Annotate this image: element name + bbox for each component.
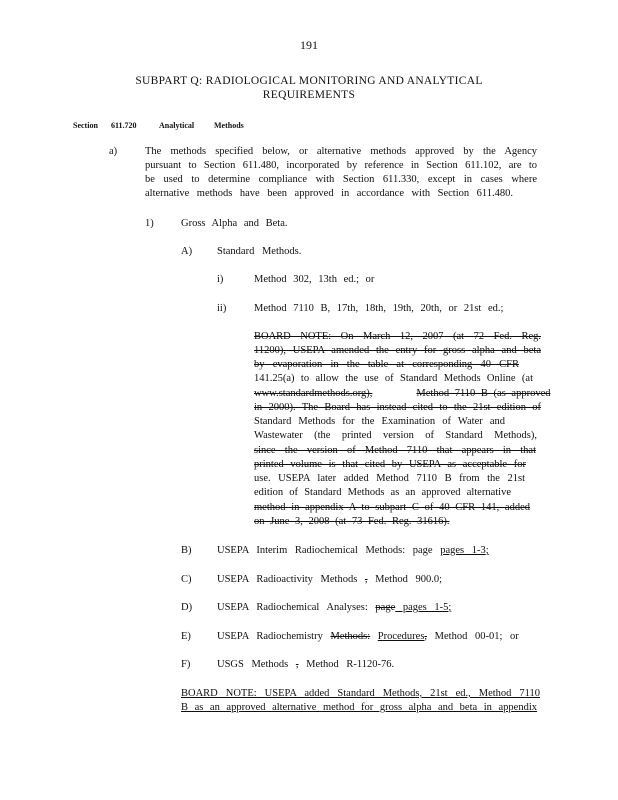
page-number: 191 (300, 38, 318, 52)
item-i-text: Method 302, 13th ed.; or (254, 274, 375, 285)
item-D-end: ; (448, 602, 452, 613)
item-i-marker: i) (217, 274, 224, 285)
board-note-1-line-8: Wastewater (the printed version of Standard Methods), (254, 430, 537, 441)
item-F-body: USGS Methods (217, 659, 296, 670)
item-C-rest: Method 900.0; (367, 574, 443, 585)
board-note-2-line-2: B as an approved alternative method for gross alpha and beta in appendix (181, 702, 537, 713)
board-note-1-line-5 (254, 387, 551, 401)
item-F-text (217, 658, 394, 672)
item-F-rest: Method R-1120-76. (298, 659, 395, 670)
board-note-1-line-3: by evaporation in the table at corresponding 40 CFR (254, 359, 519, 370)
para-a-line-3: be used to determine compliance with Section 611.330, except in cases where (145, 174, 537, 185)
board-note-label: BOARD NOTE: (254, 331, 341, 342)
para-a-line-2: pursuant to Section 611.480, incorporated by reference in Section 611.102, are to (145, 160, 537, 171)
item-A-text: Standard Methods. (217, 246, 302, 257)
item-B-inserted: pages 1-3 (440, 545, 486, 556)
item-E-body: USEPA Radiochemistry (217, 631, 331, 642)
board-note-1-line-12: edition of Standard Methods as an approved alternative (254, 487, 511, 498)
item-A-marker: A) (181, 246, 193, 257)
item-F-deleted: , (295, 659, 299, 670)
struck-text: On March 12, 2007 (at 72 Fed. Reg. (340, 331, 541, 342)
struck-text: Method 7110 B (as approved (416, 388, 551, 399)
item-1-text: Gross Alpha and Beta. (181, 218, 288, 229)
section-label: Section (73, 121, 98, 130)
item-D-body: USEPA Radiochemical Analyses: (217, 602, 376, 613)
item-C-body: USEPA Radioactivity Methods (217, 574, 365, 585)
item-E-rest: Method 00-01; or (427, 631, 519, 642)
board-note-1-line-11: use. USEPA later added Method 7110 B from the 21st (254, 473, 525, 484)
item-B-body: USEPA Interim Radiochemical Methods: page (217, 545, 441, 556)
item-C-text (217, 573, 442, 587)
item-E-marker: E) (181, 631, 191, 642)
item-B-text (217, 544, 489, 558)
board-note-1-line-6: in 2000). The Board has instead cited to the 21st edition of (254, 402, 541, 413)
item-B-end: ; (485, 545, 489, 556)
item-D-marker: D) (181, 602, 193, 613)
item-D-text (217, 601, 451, 615)
item-F-marker: F) (181, 659, 191, 670)
item-D-deleted: page (375, 602, 396, 613)
section-number: 611.720 (111, 121, 137, 130)
board-note-1-line-7: Standard Methods for the Examination of Water and (254, 416, 505, 427)
section-title-2: Methods (214, 121, 244, 130)
item-C-deleted: , (364, 574, 368, 585)
item-B-marker: B) (181, 545, 192, 556)
para-a-line-4: alternative methods have been approved in accordance with Section 611.480. (145, 188, 513, 199)
item-D-inserted: pages 1-5 (395, 602, 449, 613)
item-ii-marker: ii) (217, 303, 227, 314)
board-note-1-line-2: 11200), USEPA amended the entry for gross alpha and beta (254, 345, 541, 356)
para-a-line-1: The methods specified below, or alternative methods approved by the Agency (145, 146, 537, 157)
item-ii-text: Method 7110 B, 17th, 18th, 19th, 20th, or 21st ed.; (254, 303, 504, 314)
board-note-2-line-1: BOARD NOTE: USEPA added Standard Methods, 21st ed., Method 7110 (181, 688, 540, 699)
board-note-1-line-4: 141.25(a) to allow the use of Standard Methods Online (at (254, 373, 533, 384)
item-C-marker: C) (181, 574, 192, 585)
board-note-1-line-10: printed volume is that cited by USEPA as acceptable for (254, 459, 526, 470)
item-1-marker: 1) (145, 218, 154, 229)
board-note-1-line-14: on June 3, 2008 (at 73 Fed. Reg. 31616). (254, 516, 450, 527)
para-a-marker: a) (109, 146, 118, 157)
struck-url: www.standardmethods.org), (254, 388, 373, 399)
board-note-1-line-13: method in appendix A to subpart C of 40 CFR 141, added (254, 502, 530, 513)
item-E-text (217, 630, 519, 644)
item-E-inserted: Procedures (377, 631, 425, 642)
item-E-deleted-comma: , (424, 631, 428, 642)
subpart-heading: SUBPART Q: RADIOLOGICAL MONITORING AND ANALYTICAL REQUIREMENTS (135, 75, 483, 101)
item-E-deleted: Methods: (330, 631, 371, 642)
board-note-1-line-1 (254, 330, 541, 344)
section-title-1: Analytical (159, 121, 195, 130)
board-note-1-line-9: since the version of Method 7110 that appears in that (254, 445, 536, 456)
